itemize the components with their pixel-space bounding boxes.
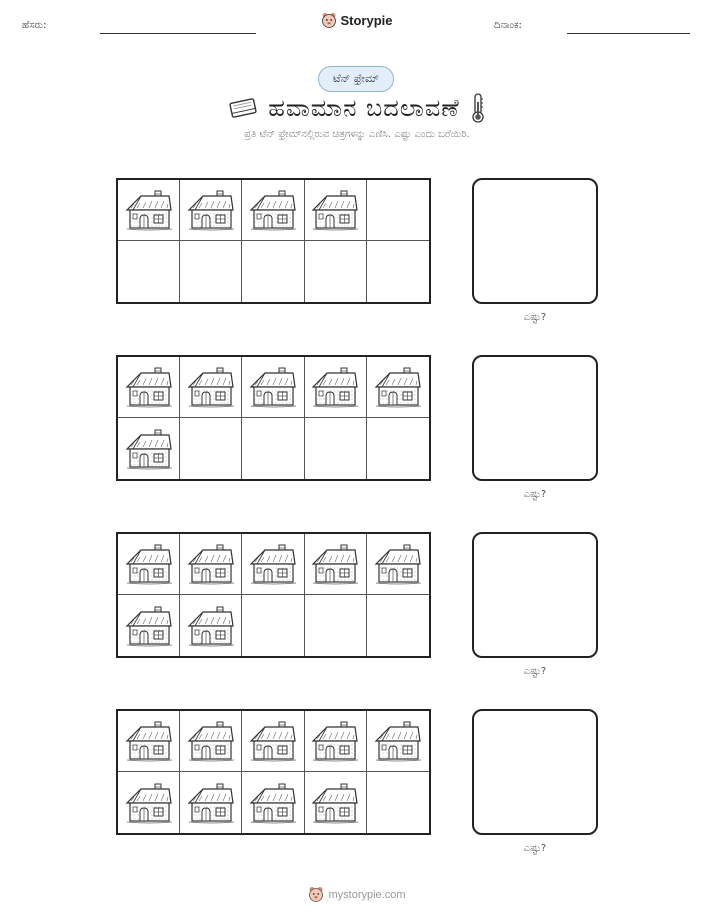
ten-frame-cell (305, 357, 367, 418)
cottage-icon (125, 427, 173, 471)
cottage-icon (125, 365, 173, 409)
ten-frame-cell (180, 772, 242, 833)
ten-frame-cell (367, 418, 429, 479)
name-field[interactable] (100, 33, 256, 34)
ten-frame-cell (180, 595, 242, 656)
ten-frame-cell (242, 180, 304, 241)
ten-frame-cell (305, 772, 367, 833)
ten-frame-cell (118, 711, 180, 772)
ten-frame-cell (242, 241, 304, 302)
answer-box[interactable] (472, 355, 598, 481)
ten-frame-cell (180, 180, 242, 241)
ten-frame-cell (242, 711, 304, 772)
date-field[interactable] (567, 33, 690, 34)
ten-frame-cell (242, 418, 304, 479)
cottage-icon (374, 542, 422, 586)
ten-frame (116, 532, 431, 658)
ten-frame-cell (118, 180, 180, 241)
how-many-label: ಎಷ್ಟು? (523, 843, 547, 854)
cottage-icon (125, 719, 173, 763)
ten-frame-cell (305, 241, 367, 302)
how-many-label: ಎಷ್ಟು? (523, 666, 547, 677)
footer (0, 886, 714, 903)
cottage-icon (311, 365, 359, 409)
cottage-icon (374, 365, 422, 409)
cottage-icon (311, 188, 359, 232)
ten-frame-cell (305, 180, 367, 241)
ten-frame-cell (118, 418, 180, 479)
how-many-label: ಎಷ್ಟು? (523, 312, 547, 323)
footer-url: mystorypie.com (328, 888, 406, 901)
answer-box[interactable] (472, 709, 598, 835)
ten-frame-cell (180, 534, 242, 595)
cottage-icon (249, 719, 297, 763)
cottage-icon (187, 365, 235, 409)
ten-frame-cell (242, 357, 304, 418)
ten-frame-cell (305, 418, 367, 479)
ten-frame-cell (367, 241, 429, 302)
ten-frame-cell (242, 534, 304, 595)
ten-frame-cell (118, 534, 180, 595)
cottage-icon (125, 781, 173, 825)
page-title: ಹವಾಮಾನ ಬದಲಾವಣೆ (268, 94, 460, 122)
cottage-icon (249, 542, 297, 586)
cottage-icon (187, 542, 235, 586)
cottage-icon (311, 781, 359, 825)
storypie-mascot-icon (321, 12, 337, 29)
answer-box[interactable] (472, 532, 598, 658)
book-icon (228, 96, 258, 120)
brand-logo (0, 12, 714, 29)
ten-frame-cell (180, 241, 242, 302)
cottage-icon (187, 781, 235, 825)
ten-frame (116, 709, 431, 835)
cottage-icon (125, 542, 173, 586)
answer-box[interactable] (472, 178, 598, 304)
cottage-icon (187, 604, 235, 648)
cottage-icon (125, 604, 173, 648)
title-row (0, 92, 714, 124)
cottage-icon (187, 719, 235, 763)
ten-frame-cell (305, 711, 367, 772)
ten-frame-cell (118, 772, 180, 833)
ten-frame-cell (367, 180, 429, 241)
cottage-icon (311, 542, 359, 586)
ten-frame-cell (305, 595, 367, 656)
ten-frame-cell (242, 595, 304, 656)
ten-frame-cell (180, 357, 242, 418)
date-label: ದಿನಾಂಕ: (494, 20, 522, 31)
brand-name: Storypie (340, 13, 393, 28)
ten-frame-cell (118, 357, 180, 418)
ten-frame-cell (367, 711, 429, 772)
ten-frame-cell (305, 534, 367, 595)
ten-frame-cell (367, 772, 429, 833)
cottage-icon (249, 365, 297, 409)
ten-frame-cell (242, 772, 304, 833)
ten-frame-cell (367, 595, 429, 656)
ten-frame-cell (180, 711, 242, 772)
thermometer-icon (470, 92, 486, 124)
ten-frame (116, 178, 431, 304)
cottage-icon (125, 188, 173, 232)
cottage-icon (311, 719, 359, 763)
cottage-icon (374, 719, 422, 763)
instructions: ಪ್ರತಿ ಟೆನ್ ಫ್ರೇಮ್‌ನಲ್ಲಿರುವ ಚಿತ್ರಗಳನ್ನು ಎಣಿಸಿ. ಎಷ್ಟು ಎಂದು ಬರೆಯಿರಿ. (244, 129, 470, 140)
cottage-icon (249, 188, 297, 232)
storypie-mascot-icon (308, 886, 324, 903)
cottage-icon (249, 781, 297, 825)
ten-frame-cell (367, 534, 429, 595)
ten-frame-cell (367, 357, 429, 418)
ten-frame-cell (118, 595, 180, 656)
worksheet-type-badge: ಟೆನ್ ಫ್ರೇಮ್ (318, 66, 394, 92)
ten-frame-cell (180, 418, 242, 479)
cottage-icon (187, 188, 235, 232)
ten-frame-cell (118, 241, 180, 302)
how-many-label: ಎಷ್ಟು? (523, 489, 547, 500)
ten-frame (116, 355, 431, 481)
name-label: ಹೆಸರು: (22, 20, 47, 31)
